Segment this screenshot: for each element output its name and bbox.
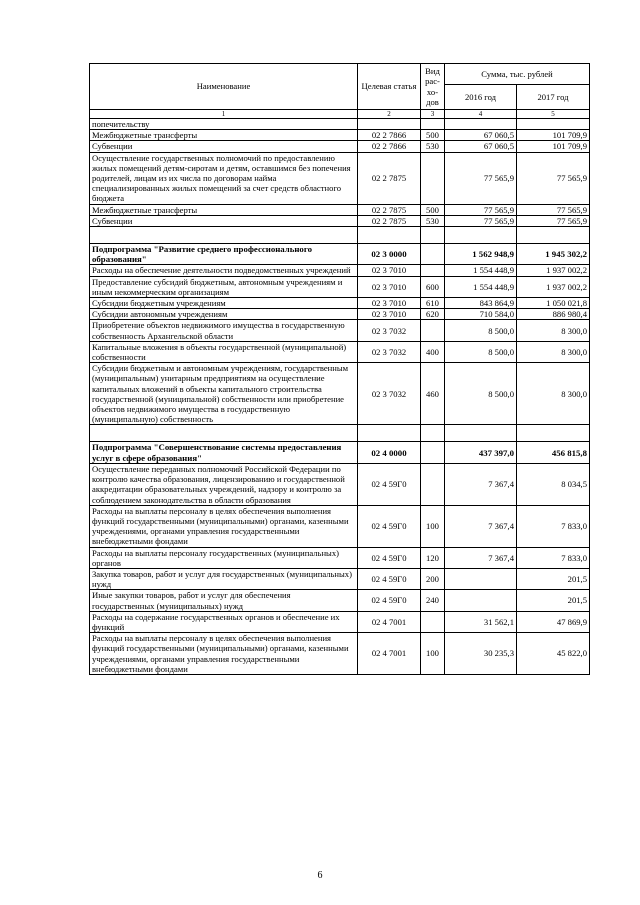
table-row (90, 363, 590, 425)
row-code: 02 2 7866 (358, 130, 421, 141)
row-amount-2017: 1 050 021,8 (517, 298, 590, 309)
row-amount-2016: 8 500,0 (445, 320, 517, 341)
row-name: Субсидии бюджетным и автономным учреждениям, государственным (муниципальным) унитарным предприятиям на осуществление капитальных вложений в объекты капитального строительства государственной (муниципальной) собственности или приобретение объектов недвижимого имущества в государственную (муниципальную) собственность (90, 363, 358, 425)
subprogram-row (90, 442, 590, 463)
row-name: Субвенции (90, 141, 358, 152)
table-row (90, 505, 590, 547)
table-row (90, 152, 590, 204)
row-name: Иные закупки товаров, работ и услуг для обеспечения государственных (муниципальных) нужд (90, 590, 358, 611)
row-amount-2016: 67 060,5 (445, 130, 517, 141)
table-row (90, 341, 590, 362)
table-body (90, 119, 590, 675)
row-kind: 200 (421, 568, 445, 589)
row-amount-2017: 1 937 002,2 (517, 276, 590, 297)
row-code: 02 2 7875 (358, 204, 421, 215)
row-amount-2017: 456 815,8 (517, 442, 590, 463)
budget-table (89, 63, 590, 675)
row-name: Осуществление государственных полномочий по предоставлению жилых помещений детям-сиротам и детям, оставшимся без попечения родителей, лицам из их числа по договорам найма специализированных жилых помещений за счет средств областного бюджета (90, 152, 358, 204)
table-row (90, 298, 590, 309)
table-row (90, 309, 590, 320)
row-name: Субсидии бюджетным учреждениям (90, 298, 358, 309)
empty-cell (445, 227, 517, 244)
row-name: Субсидии автономным учреждениям (90, 309, 358, 320)
row-code (358, 119, 421, 130)
header-code: Целевая статья (358, 64, 421, 110)
row-name: Расходы на содержание государственных органов и обеспечение их функций (90, 611, 358, 632)
row-kind (421, 119, 445, 130)
empty-cell (358, 425, 421, 442)
row-amount-2016 (445, 568, 517, 589)
row-kind (421, 463, 445, 505)
row-name: Подпрограмма "Развитие среднего профессионального образования" (90, 244, 358, 265)
row-amount-2017: 886 980,4 (517, 309, 590, 320)
row-amount-2016 (445, 119, 517, 130)
column-number: 3 (421, 110, 445, 119)
row-kind (421, 320, 445, 341)
empty-cell (90, 227, 358, 244)
row-code: 02 4 59Г0 (358, 547, 421, 568)
row-kind (421, 152, 445, 204)
row-name: Расходы на выплаты персоналу в целях обеспечения выполнения функций государственными (муниципальными) органами, казенными учреждениями, органами управления государственными внебюджетными фондами (90, 633, 358, 675)
row-name: попечительству (90, 119, 358, 130)
row-amount-2017: 8 300,0 (517, 341, 590, 362)
table-row (90, 463, 590, 505)
row-amount-2016: 8 500,0 (445, 363, 517, 425)
header-kind: Вид рас- хо- дов (421, 64, 445, 110)
row-amount-2016: 77 565,9 (445, 204, 517, 215)
table-row (90, 568, 590, 589)
row-code: 02 3 7010 (358, 265, 421, 276)
row-amount-2017: 77 565,9 (517, 152, 590, 204)
row-amount-2016: 1 554 448,9 (445, 276, 517, 297)
table-row (90, 141, 590, 152)
row-code: 02 2 7866 (358, 141, 421, 152)
row-kind: 530 (421, 141, 445, 152)
row-amount-2016: 7 367,4 (445, 505, 517, 547)
row-amount-2016 (445, 590, 517, 611)
row-code: 02 3 0000 (358, 244, 421, 265)
row-code: 02 3 7010 (358, 309, 421, 320)
empty-cell (517, 425, 590, 442)
row-amount-2016: 31 562,1 (445, 611, 517, 632)
subprogram-row (90, 244, 590, 265)
empty-cell (445, 425, 517, 442)
header-year-2017: 2017 год (517, 85, 590, 110)
row-amount-2017: 8 034,5 (517, 463, 590, 505)
row-code: 02 4 59Г0 (358, 505, 421, 547)
empty-cell (358, 227, 421, 244)
row-amount-2016: 1 554 448,9 (445, 265, 517, 276)
row-kind: 530 (421, 215, 445, 226)
row-amount-2017: 101 709,9 (517, 130, 590, 141)
table-row (90, 547, 590, 568)
table-row (90, 320, 590, 341)
table-row (90, 119, 590, 130)
row-code: 02 4 59Г0 (358, 568, 421, 589)
empty-cell (421, 227, 445, 244)
row-kind: 610 (421, 298, 445, 309)
row-amount-2017: 201,5 (517, 568, 590, 589)
header-year-2016: 2016 год (445, 85, 517, 110)
spacer-row (90, 425, 590, 442)
row-name: Предоставление субсидий бюджетным, автономным учреждениям и иным некоммерческим организациям (90, 276, 358, 297)
row-code: 02 4 7001 (358, 611, 421, 632)
row-kind: 460 (421, 363, 445, 425)
table-row (90, 265, 590, 276)
column-number: 4 (445, 110, 517, 119)
row-name: Расходы на выплаты персоналу в целях обеспечения выполнения функций государственными (муниципальными) органами, казенными учреждениями, органами управления государственными внебюджетными фондами (90, 505, 358, 547)
row-code: 02 3 7010 (358, 276, 421, 297)
row-amount-2017: 47 869,9 (517, 611, 590, 632)
table-row (90, 204, 590, 215)
row-amount-2017 (517, 119, 590, 130)
row-amount-2016: 1 562 948,9 (445, 244, 517, 265)
row-code: 02 2 7875 (358, 215, 421, 226)
row-amount-2017: 7 833,0 (517, 505, 590, 547)
row-amount-2017: 1 945 302,2 (517, 244, 590, 265)
row-amount-2017: 101 709,9 (517, 141, 590, 152)
row-code: 02 3 7032 (358, 320, 421, 341)
row-amount-2017: 45 822,0 (517, 633, 590, 675)
row-name: Приобретение объектов недвижимого имущества в государственную собственность Архангельской области (90, 320, 358, 341)
row-name: Расходы на обеспечение деятельности подведомственных учреждений (90, 265, 358, 276)
table-row (90, 633, 590, 675)
row-amount-2016: 7 367,4 (445, 547, 517, 568)
row-kind: 120 (421, 547, 445, 568)
column-number: 5 (517, 110, 590, 119)
row-code: 02 4 59Г0 (358, 590, 421, 611)
row-code: 02 3 7010 (358, 298, 421, 309)
column-number: 2 (358, 110, 421, 119)
row-kind: 240 (421, 590, 445, 611)
row-code: 02 3 7032 (358, 363, 421, 425)
column-number: 1 (90, 110, 358, 119)
row-code: 02 3 7032 (358, 341, 421, 362)
header-name: Наименование (90, 64, 358, 110)
row-kind: 500 (421, 204, 445, 215)
row-amount-2016: 77 565,9 (445, 215, 517, 226)
row-name: Подпрограмма "Совершенствование системы предоставления услуг в сфере образования" (90, 442, 358, 463)
row-amount-2016: 710 584,0 (445, 309, 517, 320)
row-name: Межбюджетные трансферты (90, 204, 358, 215)
header-sum: Сумма, тыс. рублей (445, 64, 590, 85)
table-row (90, 130, 590, 141)
empty-cell (517, 227, 590, 244)
row-amount-2017: 8 300,0 (517, 320, 590, 341)
table-row (90, 590, 590, 611)
row-name: Капитальные вложения в объекты государственной (муниципальной) собственности (90, 341, 358, 362)
row-kind: 620 (421, 309, 445, 320)
row-kind (421, 265, 445, 276)
row-kind (421, 611, 445, 632)
row-kind: 100 (421, 505, 445, 547)
row-name: Межбюджетные трансферты (90, 130, 358, 141)
row-amount-2016: 8 500,0 (445, 341, 517, 362)
empty-cell (90, 425, 358, 442)
row-amount-2016: 437 397,0 (445, 442, 517, 463)
table-row (90, 276, 590, 297)
row-amount-2017: 7 833,0 (517, 547, 590, 568)
row-amount-2017: 1 937 002,2 (517, 265, 590, 276)
row-name: Расходы на выплаты персоналу государственных (муниципальных) органов (90, 547, 358, 568)
row-code: 02 4 59Г0 (358, 463, 421, 505)
row-name: Осуществление переданных полномочий Российской Федерации по контролю качества образования, лицензированию и государственной аккредитации образовательных учреждений, надзору и контролю за соблюдением законодательства в области образования (90, 463, 358, 505)
spacer-row (90, 227, 590, 244)
row-amount-2017: 8 300,0 (517, 363, 590, 425)
row-amount-2016: 7 367,4 (445, 463, 517, 505)
row-code: 02 2 7875 (358, 152, 421, 204)
row-kind: 600 (421, 276, 445, 297)
row-amount-2016: 67 060,5 (445, 141, 517, 152)
page-number: 6 (317, 870, 323, 881)
row-kind: 100 (421, 633, 445, 675)
table-row (90, 215, 590, 226)
table-row (90, 611, 590, 632)
row-code: 02 4 7001 (358, 633, 421, 675)
row-amount-2017: 77 565,9 (517, 215, 590, 226)
row-kind (421, 442, 445, 463)
row-amount-2017: 77 565,9 (517, 204, 590, 215)
row-amount-2016: 843 864,9 (445, 298, 517, 309)
row-name: Субвенции (90, 215, 358, 226)
row-amount-2017: 201,5 (517, 590, 590, 611)
empty-cell (421, 425, 445, 442)
row-kind: 500 (421, 130, 445, 141)
row-kind: 400 (421, 341, 445, 362)
row-amount-2016: 30 235,3 (445, 633, 517, 675)
row-amount-2016: 77 565,9 (445, 152, 517, 204)
row-name: Закупка товаров, работ и услуг для государственных (муниципальных) нужд (90, 568, 358, 589)
row-code: 02 4 0000 (358, 442, 421, 463)
row-kind (421, 244, 445, 265)
